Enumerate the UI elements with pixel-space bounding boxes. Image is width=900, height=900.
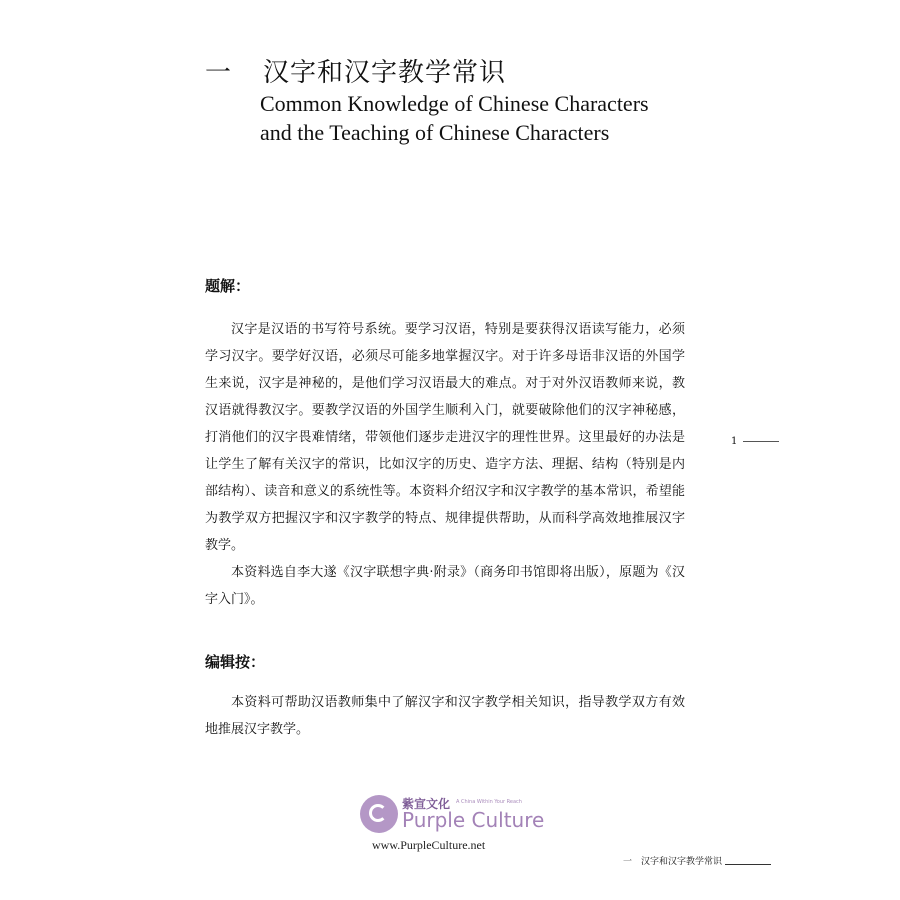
footer-rule [725,864,771,865]
intro-paragraph: 本资料选自李大遂《汉字联想字典·附录》（商务印书馆即将出版），原题为《汉字入门》。 [205,565,685,607]
chapter-title-cn-text: 汉字和汉字教学常识 [263,58,507,88]
intro-body [205,316,685,613]
chapter-number: 一 [205,58,233,88]
page-side-marker [731,436,779,447]
editor-paragraph: 本资料可帮助汉语教师集中了解汉字和汉字教学相关知识，指导教学双方有效地推展汉字教学。 [205,695,685,737]
editor-body [205,689,685,743]
side-rule [743,441,779,442]
intro-heading: 题解： [205,277,251,295]
chapter-title-cn [205,52,506,89]
running-footer-text: 一 汉字和汉字教学常识 [623,857,723,867]
page-number: 1 [731,436,738,447]
purple-culture-logo-icon [360,795,398,833]
chapter-title-en-line1: Common Knowledge of Chinese Characters [260,91,649,116]
watermark-url: www.PurpleCulture.net [372,838,486,852]
watermark-logo-en: Purple Culture [402,808,545,832]
watermark-logo-cn: 紫宣文化 [402,797,451,811]
watermark-tagline: A China Within Your Reach [456,799,522,805]
running-footer [623,854,771,867]
intro-paragraph: 汉字是汉语的书写符号系统。要学习汉语，特别是要获得汉语读写能力，必须学习汉字。要学好汉语，必须尽可能多地掌握汉字。对于许多母语非汉语的外国学生来说，汉字是神秘的，是他们学习汉语最大的难点。对于对外汉语教师来说，教汉语就得教汉字。要教学汉语的外国学生顺利入门，就要破除他们的汉字神秘感，打消他们的汉字畏难情绪，带领他们逐步走进汉字的理性世界。这里最好的办法是让学生了解有关汉字的常识，比如汉字的历史、造字方法、理据、结构（特别是内部结构）、读音和意义的系统性等。本资料介绍汉字和汉字教学的基本常识，希望能为教学双方把握汉字和汉字教学的特点、规律提供帮助，从而科学高效地推展汉字教学。 [205,322,685,553]
chapter-title-en [260,89,649,147]
editor-heading: 编辑按： [205,653,266,671]
chapter-title-en-line2: and the Teaching of Chinese Characters [260,120,610,145]
purple-culture-watermark [360,795,580,857]
